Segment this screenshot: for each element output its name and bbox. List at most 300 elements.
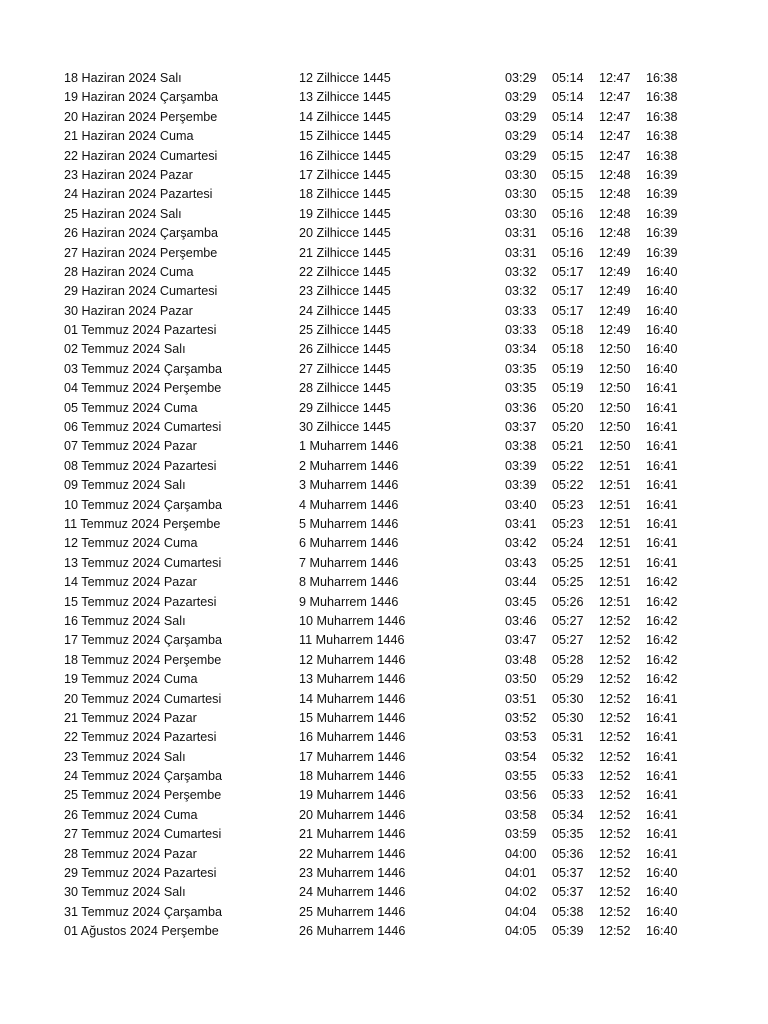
time-cell: 03:50 xyxy=(505,672,537,687)
time-cell: 12:52 xyxy=(599,672,631,687)
time-cell: 05:16 xyxy=(552,226,584,241)
time-cell: 12:50 xyxy=(599,361,631,376)
time-cell: 05:35 xyxy=(552,827,584,842)
time-cell: 03:35 xyxy=(505,361,537,376)
table-row xyxy=(64,593,704,612)
time-cell: 05:17 xyxy=(552,303,584,318)
gregorian-date-cell: 31 Temmuz 2024 Çarşamba xyxy=(64,904,222,919)
gregorian-date-cell: 20 Haziran 2024 Perşembe xyxy=(64,109,218,124)
table-row xyxy=(64,883,704,902)
time-cell: 12:49 xyxy=(599,303,631,318)
time-cell: 05:32 xyxy=(552,749,584,764)
time-cell: 03:48 xyxy=(505,652,537,667)
hijri-date-cell: 12 Zilhicce 1445 xyxy=(299,71,391,85)
time-cell: 03:59 xyxy=(505,827,537,842)
gregorian-date-cell: 09 Temmuz 2024 Salı xyxy=(64,478,186,493)
hijri-date-cell: 20 Muharrem 1446 xyxy=(299,807,406,822)
time-cell: 03:29 xyxy=(505,148,537,163)
time-cell: 05:18 xyxy=(552,342,584,357)
time-cell: 05:20 xyxy=(552,400,584,415)
time-cell: 05:14 xyxy=(552,90,584,105)
time-cell: 03:46 xyxy=(505,613,537,628)
gregorian-date-cell: 25 Haziran 2024 Salı xyxy=(64,206,182,221)
time-cell: 16:41 xyxy=(646,478,678,493)
gregorian-date-cell: 27 Haziran 2024 Perşembe xyxy=(64,245,218,260)
time-cell: 12:50 xyxy=(599,439,631,454)
time-cell: 03:31 xyxy=(505,226,537,241)
time-cell: 12:52 xyxy=(599,904,631,919)
time-cell: 12:52 xyxy=(599,730,631,745)
table-row xyxy=(64,244,704,263)
time-cell: 04:04 xyxy=(505,904,537,919)
time-cell: 05:19 xyxy=(552,381,584,396)
time-cell: 03:47 xyxy=(505,633,537,648)
gregorian-date-cell: 23 Temmuz 2024 Salı xyxy=(64,749,186,764)
gregorian-date-cell: 14 Temmuz 2024 Pazar xyxy=(64,575,197,590)
time-cell: 12:50 xyxy=(599,381,631,396)
time-cell: 12:47 xyxy=(599,71,631,85)
time-cell: 16:42 xyxy=(646,672,678,687)
hijri-date-cell: 27 Zilhicce 1445 xyxy=(299,361,391,376)
gregorian-date-cell: 29 Haziran 2024 Cumartesi xyxy=(64,284,218,299)
time-cell: 05:22 xyxy=(552,478,584,493)
hijri-date-cell: 15 Muharrem 1446 xyxy=(299,710,406,725)
hijri-date-cell: 18 Zilhicce 1445 xyxy=(299,187,391,202)
time-cell: 05:34 xyxy=(552,807,584,822)
gregorian-date-cell: 02 Temmuz 2024 Salı xyxy=(64,342,186,357)
hijri-date-cell: 19 Zilhicce 1445 xyxy=(299,206,391,221)
gregorian-date-cell: 04 Temmuz 2024 Perşembe xyxy=(64,381,222,396)
time-cell: 12:52 xyxy=(599,885,631,900)
hijri-date-cell: 12 Muharrem 1446 xyxy=(299,652,406,667)
table-row xyxy=(64,612,704,631)
table-row xyxy=(64,127,704,146)
time-cell: 16:41 xyxy=(646,730,678,745)
gregorian-date-cell: 27 Temmuz 2024 Cumartesi xyxy=(64,827,222,842)
time-cell: 12:52 xyxy=(599,633,631,648)
table-row xyxy=(64,767,704,786)
hijri-date-cell: 25 Zilhicce 1445 xyxy=(299,323,391,338)
time-cell: 05:37 xyxy=(552,866,584,881)
time-cell: 03:29 xyxy=(505,71,537,85)
table-row xyxy=(64,360,704,379)
gregorian-date-cell: 15 Temmuz 2024 Pazartesi xyxy=(64,594,217,609)
hijri-date-cell: 13 Muharrem 1446 xyxy=(299,672,406,687)
gregorian-date-cell: 10 Temmuz 2024 Çarşamba xyxy=(64,497,222,512)
hijri-date-cell: 19 Muharrem 1446 xyxy=(299,788,406,803)
time-cell: 12:50 xyxy=(599,342,631,357)
hijri-date-cell: 2 Muharrem 1446 xyxy=(299,458,399,473)
time-cell: 03:54 xyxy=(505,749,537,764)
time-cell: 05:31 xyxy=(552,730,584,745)
time-cell: 04:05 xyxy=(505,924,537,939)
time-cell: 04:02 xyxy=(505,885,537,900)
time-cell: 03:29 xyxy=(505,129,537,144)
time-cell: 03:34 xyxy=(505,342,537,357)
time-cell: 16:41 xyxy=(646,807,678,822)
hijri-date-cell: 3 Muharrem 1446 xyxy=(299,478,399,493)
time-cell: 12:52 xyxy=(599,710,631,725)
hijri-date-cell: 30 Zilhicce 1445 xyxy=(299,420,391,435)
time-cell: 05:30 xyxy=(552,691,584,706)
time-cell: 12:51 xyxy=(599,497,631,512)
time-cell: 12:51 xyxy=(599,594,631,609)
time-cell: 05:25 xyxy=(552,575,584,590)
table-row xyxy=(64,340,704,359)
hijri-date-cell: 14 Muharrem 1446 xyxy=(299,691,406,706)
table-row xyxy=(64,418,704,437)
time-cell: 05:38 xyxy=(552,904,584,919)
time-cell: 05:14 xyxy=(552,71,584,85)
gregorian-date-cell: 19 Temmuz 2024 Cuma xyxy=(64,672,198,687)
gregorian-date-cell: 08 Temmuz 2024 Pazartesi xyxy=(64,458,217,473)
table-row xyxy=(64,534,704,553)
time-cell: 05:19 xyxy=(552,361,584,376)
time-cell: 16:40 xyxy=(646,924,678,939)
table-row xyxy=(64,379,704,398)
hijri-date-cell: 6 Muharrem 1446 xyxy=(299,536,399,551)
gregorian-date-cell: 11 Temmuz 2024 Perşembe xyxy=(64,516,221,531)
gregorian-date-cell: 21 Temmuz 2024 Pazar xyxy=(64,710,197,725)
gregorian-date-cell: 24 Haziran 2024 Pazartesi xyxy=(64,187,213,202)
table-row xyxy=(64,282,704,301)
time-cell: 12:51 xyxy=(599,478,631,493)
time-cell: 03:36 xyxy=(505,400,537,415)
time-cell: 12:52 xyxy=(599,924,631,939)
time-cell: 03:33 xyxy=(505,323,537,338)
table-row xyxy=(64,263,704,282)
hijri-date-cell: 8 Muharrem 1446 xyxy=(299,575,399,590)
hijri-date-cell: 7 Muharrem 1446 xyxy=(299,555,399,570)
gregorian-date-cell: 30 Temmuz 2024 Salı xyxy=(64,885,186,900)
table-row xyxy=(64,573,704,592)
table-row xyxy=(64,147,704,166)
table-row xyxy=(64,515,704,534)
time-cell: 12:51 xyxy=(599,575,631,590)
time-cell: 05:17 xyxy=(552,284,584,299)
table-row xyxy=(64,825,704,844)
time-cell: 16:38 xyxy=(646,148,678,163)
time-cell: 12:51 xyxy=(599,516,631,531)
gregorian-date-cell: 24 Temmuz 2024 Çarşamba xyxy=(64,769,222,784)
table-row xyxy=(64,205,704,224)
hijri-date-cell: 16 Muharrem 1446 xyxy=(299,730,406,745)
hijri-date-cell: 5 Muharrem 1446 xyxy=(299,516,399,531)
time-cell: 05:15 xyxy=(552,187,584,202)
time-cell: 16:39 xyxy=(646,226,678,241)
table-row xyxy=(64,108,704,127)
time-cell: 16:41 xyxy=(646,691,678,706)
hijri-date-cell: 21 Zilhicce 1445 xyxy=(299,245,391,260)
time-cell: 12:50 xyxy=(599,400,631,415)
time-cell: 16:40 xyxy=(646,323,678,338)
time-cell: 05:17 xyxy=(552,264,584,279)
time-cell: 16:38 xyxy=(646,129,678,144)
time-cell: 16:42 xyxy=(646,652,678,667)
gregorian-date-cell: 16 Temmuz 2024 Salı xyxy=(64,613,186,628)
time-cell: 03:30 xyxy=(505,187,537,202)
gregorian-date-cell: 06 Temmuz 2024 Cumartesi xyxy=(64,420,222,435)
time-cell: 12:49 xyxy=(599,284,631,299)
table-row xyxy=(64,88,704,107)
time-cell: 05:33 xyxy=(552,769,584,784)
time-cell: 05:27 xyxy=(552,613,584,628)
gregorian-date-cell: 21 Haziran 2024 Cuma xyxy=(64,129,194,144)
time-cell: 05:15 xyxy=(552,167,584,182)
gregorian-date-cell: 23 Haziran 2024 Pazar xyxy=(64,167,193,182)
time-cell: 16:38 xyxy=(646,71,678,85)
hijri-date-cell: 28 Zilhicce 1445 xyxy=(299,381,391,396)
gregorian-date-cell: 28 Haziran 2024 Cuma xyxy=(64,264,194,279)
time-cell: 16:41 xyxy=(646,516,678,531)
time-cell: 03:29 xyxy=(505,109,537,124)
time-cell: 16:40 xyxy=(646,361,678,376)
time-cell: 12:51 xyxy=(599,536,631,551)
table-row xyxy=(64,437,704,456)
time-cell: 16:42 xyxy=(646,613,678,628)
time-cell: 12:47 xyxy=(599,109,631,124)
time-cell: 12:48 xyxy=(599,226,631,241)
time-cell: 03:45 xyxy=(505,594,537,609)
time-cell: 16:41 xyxy=(646,381,678,396)
time-cell: 03:53 xyxy=(505,730,537,745)
time-cell: 12:49 xyxy=(599,245,631,260)
time-cell: 16:41 xyxy=(646,555,678,570)
gregorian-date-cell: 19 Haziran 2024 Çarşamba xyxy=(64,90,219,105)
time-cell: 05:14 xyxy=(552,129,584,144)
hijri-date-cell: 17 Muharrem 1446 xyxy=(299,749,406,764)
hijri-date-cell: 21 Muharrem 1446 xyxy=(299,827,406,842)
time-cell: 16:41 xyxy=(646,420,678,435)
table-row xyxy=(64,554,704,573)
time-cell: 05:33 xyxy=(552,788,584,803)
gregorian-date-cell: 03 Temmuz 2024 Çarşamba xyxy=(64,361,222,376)
time-cell: 16:39 xyxy=(646,187,678,202)
time-cell: 03:30 xyxy=(505,206,537,221)
time-cell: 03:33 xyxy=(505,303,537,318)
time-cell: 05:24 xyxy=(552,536,584,551)
time-cell: 12:47 xyxy=(599,129,631,144)
time-cell: 16:40 xyxy=(646,885,678,900)
time-cell: 05:18 xyxy=(552,323,584,338)
time-cell: 03:39 xyxy=(505,478,537,493)
table-row xyxy=(64,457,704,476)
time-cell: 16:41 xyxy=(646,536,678,551)
table-row xyxy=(64,399,704,418)
time-cell: 05:36 xyxy=(552,846,584,861)
table-row xyxy=(64,728,704,747)
gregorian-date-cell: 18 Temmuz 2024 Perşembe xyxy=(64,652,222,667)
time-cell: 12:48 xyxy=(599,167,631,182)
time-cell: 05:26 xyxy=(552,594,584,609)
hijri-date-cell: 9 Muharrem 1446 xyxy=(299,594,399,609)
time-cell: 16:42 xyxy=(646,633,678,648)
hijri-date-cell: 15 Zilhicce 1445 xyxy=(299,129,391,144)
time-cell: 16:41 xyxy=(646,497,678,512)
gregorian-date-cell: 13 Temmuz 2024 Cumartesi xyxy=(64,555,222,570)
time-cell: 16:41 xyxy=(646,749,678,764)
hijri-date-cell: 26 Muharrem 1446 xyxy=(299,924,406,939)
hijri-date-cell: 22 Zilhicce 1445 xyxy=(299,264,391,279)
table-row xyxy=(64,302,704,321)
time-cell: 03:40 xyxy=(505,497,537,512)
time-cell: 03:29 xyxy=(505,90,537,105)
time-cell: 12:48 xyxy=(599,187,631,202)
time-cell: 05:16 xyxy=(552,245,584,260)
time-cell: 12:47 xyxy=(599,90,631,105)
table-row xyxy=(64,670,704,689)
time-cell: 04:01 xyxy=(505,866,537,881)
table-row xyxy=(64,224,704,243)
table-row xyxy=(64,845,704,864)
time-cell: 05:29 xyxy=(552,672,584,687)
gregorian-date-cell: 17 Temmuz 2024 Çarşamba xyxy=(64,633,222,648)
table-row xyxy=(64,903,704,922)
hijri-date-cell: 18 Muharrem 1446 xyxy=(299,769,406,784)
time-cell: 16:39 xyxy=(646,206,678,221)
hijri-date-cell: 13 Zilhicce 1445 xyxy=(299,90,391,105)
time-cell: 16:40 xyxy=(646,303,678,318)
hijri-date-cell: 26 Zilhicce 1445 xyxy=(299,342,391,357)
time-cell: 03:32 xyxy=(505,284,537,299)
time-cell: 05:27 xyxy=(552,633,584,648)
time-cell: 16:39 xyxy=(646,167,678,182)
hijri-date-cell: 16 Zilhicce 1445 xyxy=(299,148,391,163)
gregorian-date-cell: 29 Temmuz 2024 Pazartesi xyxy=(64,866,217,881)
gregorian-date-cell: 26 Temmuz 2024 Cuma xyxy=(64,807,198,822)
time-cell: 16:40 xyxy=(646,904,678,919)
table-row xyxy=(64,690,704,709)
time-cell: 12:49 xyxy=(599,323,631,338)
time-cell: 05:39 xyxy=(552,924,584,939)
table-row xyxy=(64,709,704,728)
hijri-date-cell: 14 Zilhicce 1445 xyxy=(299,109,391,124)
time-cell: 03:58 xyxy=(505,807,537,822)
hijri-date-cell: 24 Muharrem 1446 xyxy=(299,885,406,900)
gregorian-date-cell: 01 Temmuz 2024 Pazartesi xyxy=(64,323,217,338)
table-row xyxy=(64,806,704,825)
time-cell: 05:28 xyxy=(552,652,584,667)
time-cell: 05:37 xyxy=(552,885,584,900)
time-cell: 03:38 xyxy=(505,439,537,454)
time-cell: 16:41 xyxy=(646,439,678,454)
table-row xyxy=(64,185,704,204)
time-cell: 05:25 xyxy=(552,555,584,570)
time-cell: 05:16 xyxy=(552,206,584,221)
time-cell: 03:52 xyxy=(505,710,537,725)
time-cell: 03:43 xyxy=(505,555,537,570)
time-cell: 03:44 xyxy=(505,575,537,590)
gregorian-date-cell: 26 Haziran 2024 Çarşamba xyxy=(64,226,219,241)
time-cell: 16:41 xyxy=(646,769,678,784)
gregorian-date-cell: 18 Haziran 2024 Salı xyxy=(64,71,182,85)
time-cell: 05:23 xyxy=(552,516,584,531)
time-cell: 05:21 xyxy=(552,439,584,454)
hijri-date-cell: 10 Muharrem 1446 xyxy=(299,613,406,628)
time-cell: 16:41 xyxy=(646,458,678,473)
time-cell: 12:52 xyxy=(599,769,631,784)
hijri-date-cell: 20 Zilhicce 1445 xyxy=(299,226,391,241)
table-row xyxy=(64,786,704,805)
time-cell: 03:30 xyxy=(505,167,537,182)
time-cell: 05:15 xyxy=(552,148,584,163)
table-row xyxy=(64,166,704,185)
time-cell: 03:42 xyxy=(505,536,537,551)
gregorian-date-cell: 22 Haziran 2024 Cumartesi xyxy=(64,148,218,163)
time-cell: 12:52 xyxy=(599,691,631,706)
hijri-date-cell: 23 Zilhicce 1445 xyxy=(299,284,391,299)
time-cell: 12:52 xyxy=(599,866,631,881)
time-cell: 16:41 xyxy=(646,846,678,861)
hijri-date-cell: 11 Muharrem 1446 xyxy=(299,633,405,648)
time-cell: 16:39 xyxy=(646,245,678,260)
time-cell: 03:56 xyxy=(505,788,537,803)
time-cell: 03:32 xyxy=(505,264,537,279)
time-cell: 12:51 xyxy=(599,555,631,570)
time-cell: 16:42 xyxy=(646,575,678,590)
gregorian-date-cell: 20 Temmuz 2024 Cumartesi xyxy=(64,691,222,706)
time-cell: 12:51 xyxy=(599,458,631,473)
time-cell: 05:23 xyxy=(552,497,584,512)
table-row xyxy=(64,922,704,941)
time-cell: 03:37 xyxy=(505,420,537,435)
time-cell: 16:40 xyxy=(646,342,678,357)
table-row xyxy=(64,864,704,883)
time-cell: 16:41 xyxy=(646,788,678,803)
gregorian-date-cell: 01 Ağustos 2024 Perşembe xyxy=(64,924,219,939)
time-cell: 12:52 xyxy=(599,846,631,861)
time-cell: 12:50 xyxy=(599,420,631,435)
time-cell: 16:40 xyxy=(646,264,678,279)
time-cell: 03:31 xyxy=(505,245,537,260)
time-cell: 12:52 xyxy=(599,652,631,667)
time-cell: 12:52 xyxy=(599,613,631,628)
gregorian-date-cell: 05 Temmuz 2024 Cuma xyxy=(64,400,198,415)
table-row xyxy=(64,321,704,340)
time-cell: 03:39 xyxy=(505,458,537,473)
time-cell: 16:40 xyxy=(646,284,678,299)
time-cell: 16:41 xyxy=(646,827,678,842)
time-cell: 16:38 xyxy=(646,109,678,124)
time-cell: 03:51 xyxy=(505,691,537,706)
time-cell: 12:52 xyxy=(599,749,631,764)
time-cell: 12:52 xyxy=(599,807,631,822)
time-cell: 05:14 xyxy=(552,109,584,124)
time-cell: 12:48 xyxy=(599,206,631,221)
table-row xyxy=(64,651,704,670)
prayer-times-table xyxy=(64,69,704,942)
time-cell: 12:52 xyxy=(599,827,631,842)
gregorian-date-cell: 28 Temmuz 2024 Pazar xyxy=(64,846,197,861)
gregorian-date-cell: 25 Temmuz 2024 Perşembe xyxy=(64,788,222,803)
time-cell: 16:41 xyxy=(646,400,678,415)
gregorian-date-cell: 30 Haziran 2024 Pazar xyxy=(64,303,193,318)
time-cell: 16:38 xyxy=(646,90,678,105)
hijri-date-cell: 4 Muharrem 1446 xyxy=(299,497,399,512)
time-cell: 12:52 xyxy=(599,788,631,803)
time-cell: 16:42 xyxy=(646,594,678,609)
time-cell: 16:41 xyxy=(646,710,678,725)
time-cell: 03:55 xyxy=(505,769,537,784)
hijri-date-cell: 24 Zilhicce 1445 xyxy=(299,303,391,318)
table-row xyxy=(64,748,704,767)
time-cell: 03:35 xyxy=(505,381,537,396)
table-row xyxy=(64,631,704,650)
hijri-date-cell: 1 Muharrem 1446 xyxy=(299,439,399,454)
gregorian-date-cell: 12 Temmuz 2024 Cuma xyxy=(64,536,198,551)
hijri-date-cell: 29 Zilhicce 1445 xyxy=(299,400,391,415)
time-cell: 05:30 xyxy=(552,710,584,725)
